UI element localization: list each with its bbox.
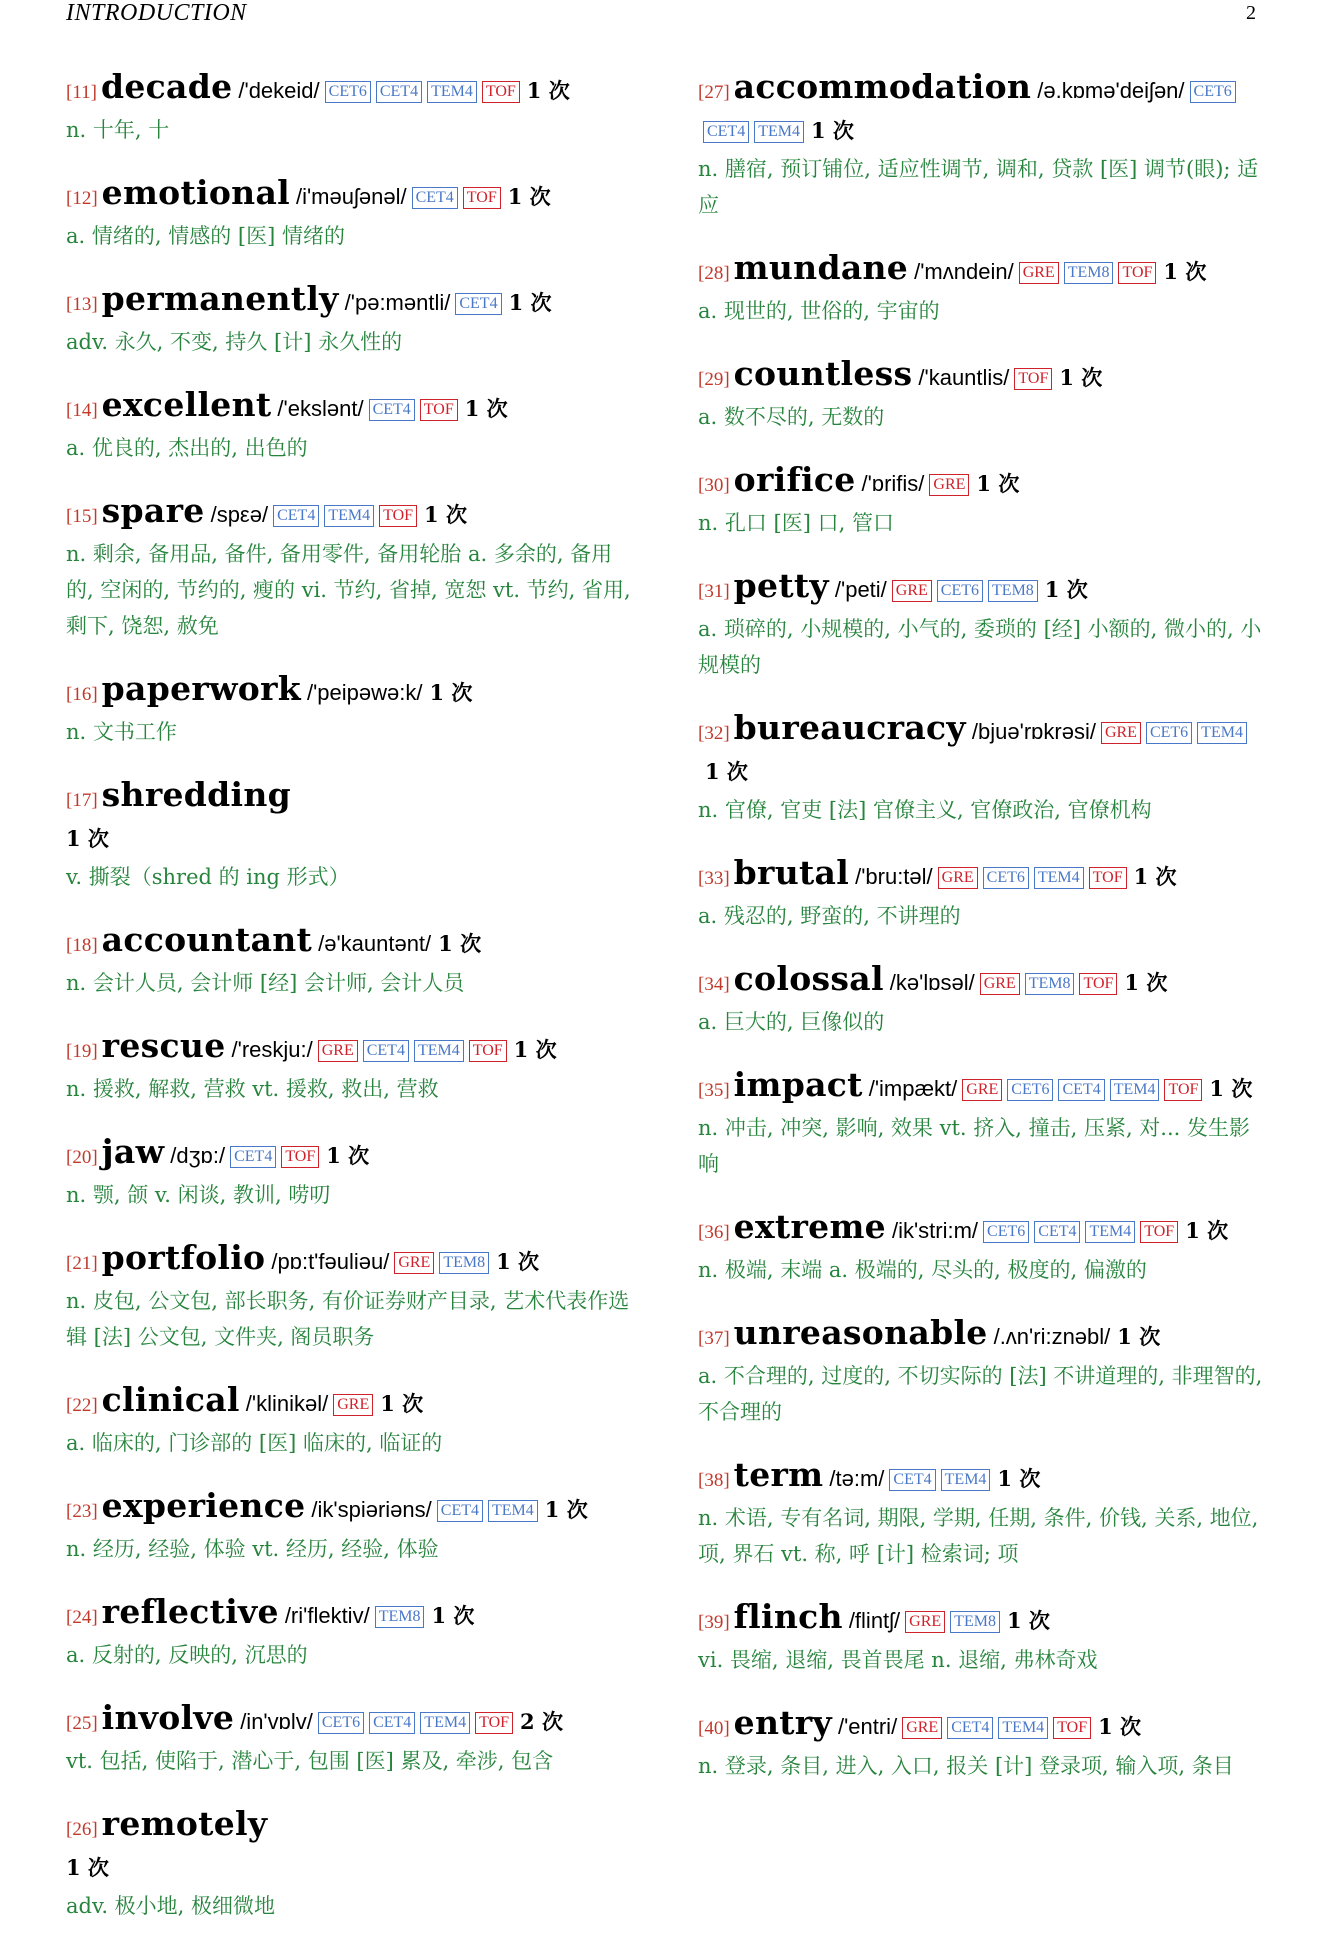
exam-tag-tem4: TEM4 — [488, 1500, 538, 1522]
entry-phonetic: /i'məuʃənəl/ — [295, 184, 407, 209]
entry-definition: vt. 包括, 使陷于, 潜心于, 包围 [医] 累及, 牵涉, 包含 — [66, 1749, 554, 1773]
exam-tag-cet4: CET4 — [437, 1500, 483, 1522]
entry-definition: a. 反射的, 反映的, 沉思的 — [66, 1643, 308, 1667]
entry-word: unreasonable — [733, 1313, 988, 1352]
entry-frequency: 1 次 — [380, 1391, 424, 1416]
entry-definition: a. 残忍的, 野蛮的, 不讲理的 — [698, 904, 961, 928]
entry-headline — [698, 68, 1266, 151]
entry-definition: n. 冲击, 冲突, 影响, 效果 vt. 挤入, 撞击, 压紧, 对... 发生影响 — [698, 1116, 1251, 1176]
exam-tag-cet6: CET6 — [1007, 1079, 1053, 1101]
entry-word: paperwork — [101, 669, 301, 708]
entry-headline — [698, 1598, 1266, 1642]
exam-tag-tem8: TEM8 — [988, 580, 1038, 602]
entry-phonetic: /'peti/ — [834, 577, 887, 602]
exam-tag-tof: TOF — [475, 1712, 513, 1734]
entry-word: flinch — [733, 1597, 843, 1636]
entry-definition: n. 登录, 条目, 进入, 入口, 报关 [计] 登录项, 输入项, 条目 — [698, 1754, 1234, 1778]
exam-tag-tem4: TEM4 — [427, 81, 477, 103]
exam-tag-cet6: CET6 — [325, 81, 371, 103]
exam-tag-tem4: TEM4 — [324, 505, 374, 527]
entry-index: [18] — [66, 935, 98, 956]
entry-phonetic: /'ekslənt/ — [277, 396, 364, 421]
vocab-entry — [66, 386, 636, 466]
entry-index: [25] — [66, 1713, 98, 1734]
vocab-entry — [698, 1704, 1266, 1784]
exam-tag-tof: TOF — [1079, 973, 1117, 995]
vocab-entry — [66, 492, 636, 644]
entry-definition: a. 现世的, 世俗的, 宇宙的 — [698, 299, 940, 323]
exam-tag-cet6: CET6 — [318, 1712, 364, 1734]
entry-phonetic: /'entri/ — [837, 1714, 898, 1739]
entry-frequency: 1 次 — [66, 1855, 109, 1880]
vocab-entry — [698, 1456, 1266, 1572]
entry-phonetic: /.ʌn'ri:znəbl/ — [993, 1324, 1111, 1349]
entry-definition: a. 巨大的, 巨像似的 — [698, 1010, 885, 1034]
exam-tag-cet4: CET4 — [369, 1712, 415, 1734]
entry-index: [32] — [698, 723, 730, 744]
entry-definition: a. 琐碎的, 小规模的, 小气的, 委琐的 [经] 小额的, 微小的, 小规模的 — [698, 617, 1262, 677]
vocab-entry — [66, 1027, 636, 1107]
entry-phonetic: /'mʌndein/ — [914, 259, 1014, 284]
entry-frequency: 1 次 — [507, 184, 551, 209]
exam-tag-tof: TOF — [379, 505, 417, 527]
exam-tag-cet4: CET4 — [1058, 1079, 1104, 1101]
right-column — [698, 68, 1266, 1810]
entry-headline — [66, 670, 636, 714]
entry-index: [40] — [698, 1718, 730, 1739]
exam-tag-gre: GRE — [929, 474, 969, 496]
entry-frequency: 1 次 — [997, 1466, 1041, 1491]
entry-index: [14] — [66, 400, 98, 421]
vocab-entry — [66, 1239, 636, 1355]
entry-frequency: 1 次 — [705, 759, 748, 784]
vocab-entry — [66, 280, 636, 360]
entry-headline — [698, 249, 1266, 293]
entry-definition: n. 剩余, 备用品, 备件, 备用零件, 备用轮胎 a. 多余的, 备用的, 空闲的, 节约的, 瘦的 vi. 节约, 省掉, 宽恕 vt. 节约, 省用, 剩下, 饶恕, 赦免 — [66, 542, 631, 638]
exam-tag-cet4: CET4 — [1034, 1221, 1080, 1243]
entry-phonetic: /ik'spiəriəns/ — [311, 1497, 432, 1522]
entry-headline — [698, 567, 1266, 611]
entry-frequency: 1 次 — [496, 1249, 540, 1274]
entry-definition: v. 撕裂（shred 的 ing 形式） — [66, 865, 350, 889]
entry-frequency: 1 次 — [976, 471, 1020, 496]
entry-index: [27] — [698, 82, 730, 103]
entry-phonetic: /dʒɒ:/ — [170, 1143, 226, 1168]
entry-definition: n. 皮包, 公文包, 部长职务, 有价证券财产目录, 艺术代表作选辑 [法] 公文包, 文件夹, 阁员职务 — [66, 1289, 630, 1349]
exam-tag-tof: TOF — [482, 81, 520, 103]
entry-index: [11] — [66, 82, 97, 103]
page-header — [66, 0, 1256, 30]
entry-frequency: 1 次 — [424, 502, 467, 527]
entry-headline — [66, 1027, 636, 1071]
entry-definition: n. 孔口 [医] 口, 管口 — [698, 511, 894, 535]
exam-tag-cet4: CET4 — [273, 505, 319, 527]
vocab-entry — [66, 921, 636, 1001]
page-number: 2 — [1246, 2, 1256, 24]
vocab-entry — [698, 1066, 1266, 1182]
exam-tag-cet4: CET4 — [703, 121, 749, 143]
exam-tag-tem8: TEM8 — [1064, 262, 1114, 284]
exam-tag-tem4: TEM4 — [414, 1040, 464, 1062]
vocab-entry — [66, 1593, 636, 1673]
exam-tag-cet6: CET6 — [983, 1221, 1029, 1243]
entry-definition: a. 情绪的, 情感的 [医] 情绪的 — [66, 224, 345, 248]
entry-headline — [66, 492, 636, 536]
entry-word: petty — [733, 566, 829, 605]
exam-tag-tem8: TEM8 — [950, 1611, 1000, 1633]
exam-tag-tem4: TEM4 — [998, 1717, 1048, 1739]
exam-tag-tem4: TEM4 — [1085, 1221, 1135, 1243]
exam-tag-tof: TOF — [1053, 1717, 1091, 1739]
entry-headline — [66, 776, 636, 859]
entry-headline — [66, 280, 636, 324]
entry-definition: a. 优良的, 杰出的, 出色的 — [66, 436, 308, 460]
entry-phonetic: /'impækt/ — [868, 1076, 958, 1101]
entry-phonetic: /ri'flektiv/ — [284, 1603, 370, 1628]
entry-word: spare — [101, 491, 205, 530]
vocab-entry — [66, 1699, 636, 1779]
entry-word: accountant — [101, 920, 313, 959]
entry-definition: n. 极端, 末端 a. 极端的, 尽头的, 极度的, 偏激的 — [698, 1258, 1147, 1282]
entry-index: [21] — [66, 1253, 98, 1274]
entry-phonetic: /bjuə'rɒkrəsi/ — [971, 719, 1096, 744]
vocab-entry — [698, 1598, 1266, 1678]
exam-tag-gre: GRE — [394, 1252, 434, 1274]
exam-tag-cet4: CET4 — [363, 1040, 409, 1062]
entry-index: [15] — [66, 506, 98, 527]
exam-tag-cet4: CET4 — [889, 1469, 935, 1491]
entry-headline — [66, 1805, 636, 1888]
exam-tag-gre: GRE — [938, 867, 978, 889]
exam-tag-tof: TOF — [1089, 867, 1127, 889]
entry-phonetic: /'kauntlis/ — [918, 365, 1010, 390]
entry-definition: adv. 永久, 不变, 持久 [计] 永久性的 — [66, 330, 403, 354]
entry-word: bureaucracy — [733, 708, 966, 747]
exam-tag-gre: GRE — [333, 1394, 373, 1416]
entry-index: [35] — [698, 1080, 730, 1101]
entry-headline — [698, 1066, 1266, 1110]
entry-word: accommodation — [733, 67, 1032, 106]
exam-tag-cet4: CET4 — [455, 293, 501, 315]
entry-word: portfolio — [101, 1238, 266, 1277]
entry-headline — [66, 386, 636, 430]
entry-phonetic: /'pə:məntli/ — [344, 290, 451, 315]
entry-frequency: 1 次 — [1185, 1218, 1229, 1243]
entry-headline — [698, 1208, 1266, 1252]
entry-headline — [698, 709, 1266, 792]
entry-headline — [66, 1381, 636, 1425]
exam-tag-tem8: TEM8 — [375, 1606, 425, 1628]
entry-frequency: 1 次 — [508, 290, 552, 315]
entry-phonetic: /kə'lɒsəl/ — [889, 970, 975, 995]
entry-word: experience — [101, 1486, 306, 1525]
entry-phonetic: /flintʃ/ — [848, 1608, 901, 1633]
exam-tag-gre: GRE — [980, 973, 1020, 995]
entry-word: impact — [733, 1065, 863, 1104]
vocab-entry — [698, 1314, 1266, 1430]
entry-index: [30] — [698, 475, 730, 496]
exam-tag-tem4: TEM4 — [754, 121, 804, 143]
entry-index: [36] — [698, 1222, 730, 1243]
entry-frequency: 1 次 — [1117, 1324, 1161, 1349]
entry-phonetic: /'klinikəl/ — [245, 1391, 329, 1416]
entry-definition: adv. 极小地, 极细微地 — [66, 1894, 276, 1918]
entry-frequency: 1 次 — [1163, 259, 1207, 284]
vocab-entry — [698, 355, 1266, 435]
entry-frequency: 1 次 — [438, 931, 482, 956]
entry-headline — [698, 854, 1266, 898]
entry-index: [33] — [698, 868, 730, 889]
entry-definition: n. 援救, 解救, 营救 vt. 援救, 救出, 营救 — [66, 1077, 439, 1101]
exam-tag-gre: GRE — [1019, 262, 1059, 284]
entry-definition: n. 颚, 颌 v. 闲谈, 教训, 唠叨 — [66, 1183, 331, 1207]
entry-definition: n. 会计人员, 会计师 [经] 会计师, 会计人员 — [66, 971, 465, 995]
entry-word: countless — [733, 354, 913, 393]
exam-tag-tem4: TEM4 — [1197, 722, 1247, 744]
entry-phonetic: /'reskju:/ — [231, 1037, 313, 1062]
entry-headline — [66, 1699, 636, 1743]
vocab-entry — [698, 960, 1266, 1040]
entry-index: [20] — [66, 1147, 98, 1168]
vocab-entry — [698, 709, 1266, 828]
entry-word: clinical — [101, 1380, 240, 1419]
vocab-entry — [66, 670, 636, 750]
entry-headline — [66, 68, 636, 112]
entry-headline — [66, 1487, 636, 1531]
entry-frequency: 1 次 — [1098, 1714, 1142, 1739]
vocab-entry — [698, 1208, 1266, 1288]
entry-phonetic: /spεə/ — [210, 502, 269, 527]
section-title: INTRODUCTION — [66, 0, 247, 26]
entry-word: extreme — [733, 1207, 886, 1246]
entry-index: [22] — [66, 1395, 98, 1416]
entry-word: shredding — [101, 775, 292, 814]
entry-definition: n. 经历, 经验, 体验 vt. 经历, 经验, 体验 — [66, 1537, 439, 1561]
entry-word: orifice — [733, 460, 856, 499]
entry-word: jaw — [101, 1132, 165, 1171]
entry-index: [23] — [66, 1501, 98, 1522]
vocab-entry — [698, 249, 1266, 329]
entry-headline — [698, 355, 1266, 399]
entry-index: [19] — [66, 1041, 98, 1062]
exam-tag-gre: GRE — [905, 1611, 945, 1633]
entry-index: [26] — [66, 1819, 98, 1840]
entry-frequency: 1 次 — [429, 680, 473, 705]
entry-phonetic: /'dekeid/ — [238, 78, 320, 103]
entry-definition: n. 文书工作 — [66, 720, 177, 744]
vocab-entry — [66, 1487, 636, 1567]
entry-phonetic: /tə:m/ — [829, 1466, 885, 1491]
entry-word: remotely — [101, 1804, 268, 1843]
vocab-entry — [698, 461, 1266, 541]
entry-word: reflective — [101, 1592, 279, 1631]
entry-index: [37] — [698, 1328, 730, 1349]
exam-tag-cet6: CET6 — [937, 580, 983, 602]
exam-tag-gre: GRE — [1101, 722, 1141, 744]
entry-word: decade — [100, 67, 233, 106]
exam-tag-cet4: CET4 — [947, 1717, 993, 1739]
entry-phonetic: /pɒ:t'fəuliəu/ — [271, 1249, 390, 1274]
entry-definition: n. 术语, 专有名词, 期限, 学期, 任期, 条件, 价钱, 关系, 地位, 项, 界石 vt. 称, 呼 [计] 检索词; 项 — [698, 1506, 1259, 1566]
entry-frequency: 1 次 — [66, 826, 109, 851]
vocab-entry — [66, 1133, 636, 1213]
entry-definition: n. 十年, 十 — [66, 118, 170, 142]
entry-frequency: 1 次 — [1133, 864, 1177, 889]
entry-phonetic: /ik'stri:m/ — [891, 1218, 979, 1243]
entry-frequency: 1 次 — [1209, 1076, 1253, 1101]
entry-frequency: 1 次 — [811, 118, 854, 143]
entry-index: [13] — [66, 294, 98, 315]
entry-index: [29] — [698, 369, 730, 390]
entry-index: [31] — [698, 581, 730, 602]
vocab-entry — [698, 567, 1266, 683]
entry-frequency: 1 次 — [544, 1497, 588, 1522]
entry-headline — [698, 1314, 1266, 1358]
exam-tag-tof: TOF — [281, 1146, 319, 1168]
entry-phonetic: /in'vɒlv/ — [240, 1709, 313, 1734]
entry-word: mundane — [733, 248, 909, 287]
exam-tag-tof: TOF — [1014, 368, 1052, 390]
entry-frequency: 1 次 — [326, 1143, 370, 1168]
entry-headline — [66, 1239, 636, 1283]
entry-index: [39] — [698, 1612, 730, 1633]
exam-tag-cet6: CET6 — [1190, 81, 1236, 103]
exam-tag-tof: TOF — [463, 187, 501, 209]
entry-headline — [66, 1133, 636, 1177]
vocab-entry — [66, 1381, 636, 1461]
entry-phonetic: /'bru:təl/ — [855, 864, 933, 889]
entry-headline — [698, 461, 1266, 505]
entry-word: term — [733, 1455, 824, 1494]
exam-tag-tem4: TEM4 — [1110, 1079, 1160, 1101]
exam-tag-cet6: CET6 — [983, 867, 1029, 889]
exam-tag-tof: TOF — [420, 399, 458, 421]
exam-tag-tem8: TEM8 — [439, 1252, 489, 1274]
exam-tag-gre: GRE — [962, 1079, 1002, 1101]
vocab-entry — [66, 174, 636, 254]
entry-word: brutal — [733, 853, 850, 892]
exam-tag-tof: TOF — [1164, 1079, 1202, 1101]
entry-definition: a. 数不尽的, 无数的 — [698, 405, 885, 429]
entry-frequency: 1 次 — [1124, 970, 1168, 995]
entry-headline — [698, 960, 1266, 1004]
vocab-entry — [698, 68, 1266, 223]
entry-headline — [66, 921, 636, 965]
entry-word: excellent — [101, 385, 272, 424]
exam-tag-tem4: TEM4 — [420, 1712, 470, 1734]
exam-tag-cet4: CET4 — [412, 187, 458, 209]
exam-tag-cet4: CET4 — [376, 81, 422, 103]
entry-headline — [698, 1456, 1266, 1500]
entry-word: permanently — [101, 279, 339, 318]
entry-word: colossal — [733, 959, 884, 998]
entry-word: rescue — [101, 1026, 226, 1065]
vocab-entry — [66, 68, 636, 148]
entry-definition: a. 临床的, 门诊部的 [医] 临床的, 临证的 — [66, 1431, 443, 1455]
exam-tag-tem8: TEM8 — [1025, 973, 1075, 995]
exam-tag-gre: GRE — [318, 1040, 358, 1062]
left-column — [66, 68, 636, 1950]
entry-index: [17] — [66, 790, 98, 811]
entry-frequency: 1 次 — [464, 396, 508, 421]
exam-tag-gre: GRE — [892, 580, 932, 602]
vocab-entry — [66, 1805, 636, 1924]
vocab-entry — [698, 854, 1266, 934]
entry-index: [16] — [66, 684, 98, 705]
entry-index: [12] — [66, 188, 98, 209]
entry-phonetic: /ə'kauntənt/ — [318, 931, 432, 956]
entry-definition: vi. 畏缩, 退缩, 畏首畏尾 n. 退缩, 弗林奇戏 — [698, 1648, 1098, 1672]
exam-tag-tem4: TEM4 — [941, 1469, 991, 1491]
entry-headline — [66, 174, 636, 218]
entry-frequency: 1 次 — [526, 78, 570, 103]
entry-definition: n. 官僚, 官吏 [法] 官僚主义, 官僚政治, 官僚机构 — [698, 798, 1152, 822]
exam-tag-cet4: CET4 — [230, 1146, 276, 1168]
entry-phonetic: /'ɒrifis/ — [861, 471, 925, 496]
entry-frequency: 1 次 — [1006, 1608, 1050, 1633]
entry-headline — [66, 1593, 636, 1637]
exam-tag-gre: GRE — [902, 1717, 942, 1739]
entry-headline — [698, 1704, 1266, 1748]
entry-frequency: 2 次 — [520, 1709, 563, 1734]
exam-tag-cet6: CET6 — [1146, 722, 1192, 744]
entry-word: entry — [733, 1703, 832, 1742]
entry-frequency: 1 次 — [1059, 365, 1103, 390]
entry-word: emotional — [101, 173, 290, 212]
entry-word: involve — [101, 1698, 235, 1737]
exam-tag-tof: TOF — [1118, 262, 1156, 284]
entry-frequency: 1 次 — [431, 1603, 475, 1628]
exam-tag-tof: TOF — [469, 1040, 507, 1062]
entry-frequency: 1 次 — [1044, 577, 1088, 602]
entry-index: [28] — [698, 263, 730, 284]
exam-tag-tof: TOF — [1140, 1221, 1178, 1243]
exam-tag-tem4: TEM4 — [1034, 867, 1084, 889]
entry-index: [24] — [66, 1607, 98, 1628]
entry-definition: n. 膳宿, 预订铺位, 适应性调节, 调和, 贷款 [医] 调节(眼); 适应 — [698, 157, 1259, 217]
entry-index: [34] — [698, 974, 730, 995]
exam-tag-cet4: CET4 — [369, 399, 415, 421]
entry-phonetic: /ə.kɒmə'deiʃən/ — [1037, 78, 1185, 103]
entry-phonetic: /'peipəwə:k/ — [306, 680, 423, 705]
entry-frequency: 1 次 — [513, 1037, 557, 1062]
entry-index: [38] — [698, 1470, 730, 1491]
vocab-entry — [66, 776, 636, 895]
entry-definition: a. 不合理的, 过度的, 不切实际的 [法] 不讲道理的, 非理智的, 不合理的 — [698, 1364, 1263, 1424]
